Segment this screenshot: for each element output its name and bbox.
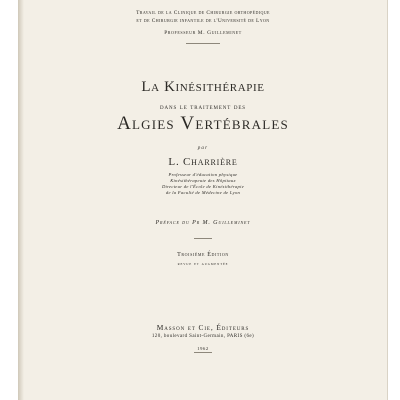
book-title-line-1: La Kinésithérapie [141,79,265,95]
preface-divider [194,238,212,239]
preface-line: Préface du Pr M. Guilleminet [155,220,251,226]
publisher-name: Masson et Cie, Éditeurs [156,323,250,332]
author-credential: Directeur de l'École de Kinésithérapie [161,184,245,189]
institution-line-1: Travail de la Clinique de Chirurgie orthopédique [136,10,270,16]
edition-note: revue et augmentée [177,261,229,266]
institution-professor: Professeur M. Guilleminet [164,30,242,36]
book-title-line-2: dans le traitement des [159,104,246,111]
page-gutter-shadow [18,0,24,400]
author-credential: Professeur d'éducation physique [168,172,238,177]
author-credential: Kinésithérapeute des Hôpitaux [170,178,236,183]
title-page [18,0,388,400]
institution-line-2: et de Chirurgie infantile de l'Université de Lyon [136,18,270,24]
publication-year: 1962 [197,346,209,351]
book-title-line-3: Algies Vertébrales [117,113,289,134]
footer-divider [194,352,212,353]
author-name: L. Charrière [168,156,238,168]
publisher-address: 120, boulevard Saint-Germain, PARIS (6e) [151,334,255,339]
author-by: par [197,146,209,151]
edition-label: Troisième Édition [177,252,229,258]
author-credential: de la Faculté de Médecine de Lyon [165,190,241,195]
header-divider [186,43,220,44]
